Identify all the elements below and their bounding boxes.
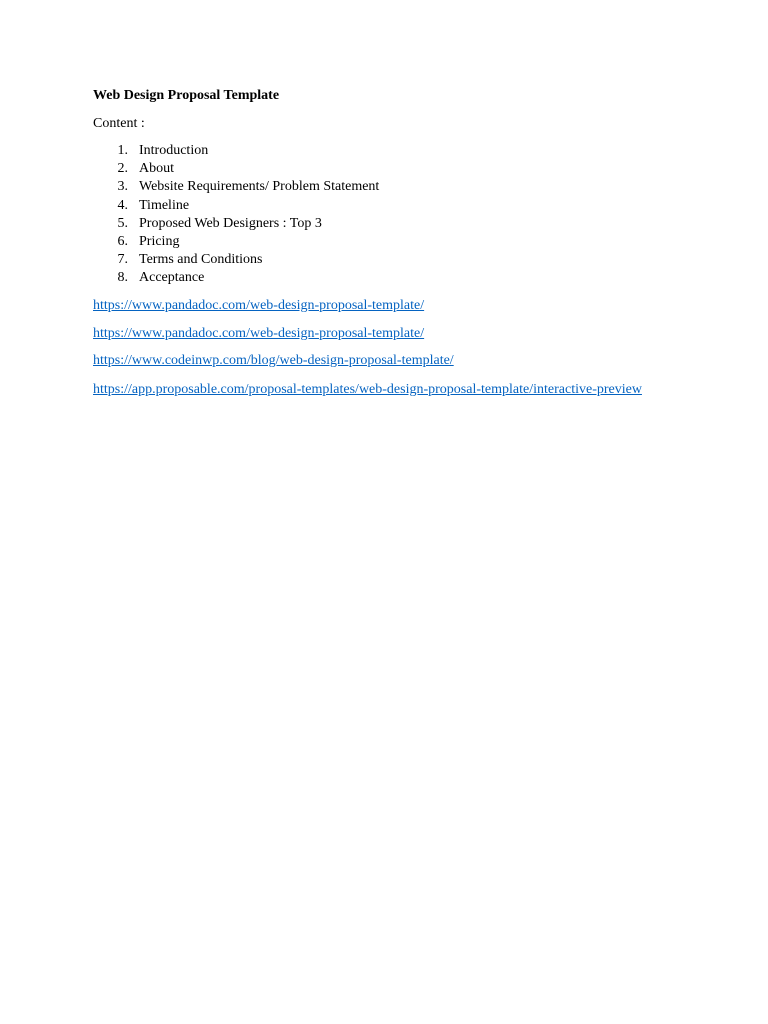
- toc-text: Introduction: [139, 143, 209, 158]
- toc-number: 6.: [117, 233, 128, 249]
- toc-number: 1.: [117, 143, 128, 158]
- toc-number: 3.: [117, 179, 128, 195]
- toc-text: Acceptance: [139, 270, 205, 286]
- toc-number: 5.: [117, 215, 128, 231]
- toc-text: Proposed Web Designers : Top 3: [139, 215, 322, 231]
- toc-number: 2.: [117, 161, 128, 177]
- link-proposable[interactable]: https://app.proposable.com/proposal-templates/web-design-proposal-template/interactive-preview: [93, 381, 642, 397]
- reference-links: [93, 297, 668, 408]
- content-label: Content :: [93, 116, 145, 131]
- link-pandadoc-2[interactable]: https://www.pandadoc.com/web-design-proposal-template/: [93, 325, 425, 341]
- toc-text: Website Requirements/ Problem Statement: [139, 179, 380, 195]
- toc-text: Timeline: [139, 197, 190, 213]
- link-codeinwp[interactable]: https://www.codeinwp.com/blog/web-design-proposal-template/: [93, 353, 454, 368]
- toc-text: About: [139, 161, 174, 177]
- toc-number: 4.: [117, 197, 128, 213]
- toc-number: 8.: [117, 270, 128, 286]
- toc-number: 7.: [117, 252, 128, 268]
- document-title: Web Design Proposal Template: [93, 88, 280, 103]
- toc-text: Terms and Conditions: [139, 252, 263, 268]
- toc-text: Pricing: [139, 233, 180, 249]
- link-pandadoc-1[interactable]: https://www.pandadoc.com/web-design-proposal-template/: [93, 298, 425, 313]
